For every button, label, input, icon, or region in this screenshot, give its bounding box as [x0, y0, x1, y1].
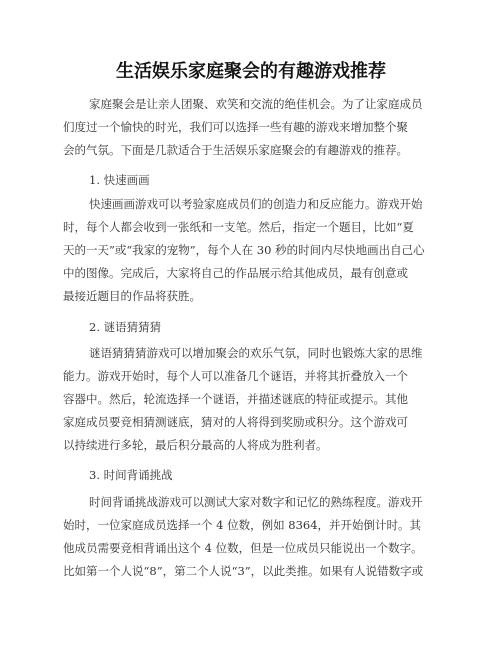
section-line: 以持续进行多轮，最后积分最高的人将成为胜利者。	[63, 438, 328, 452]
section-line: 时间背诵挑战游戏可以测试大家对数字和记忆的熟练程度。游戏开	[89, 495, 423, 509]
section-line: 时，每个人都会收到一张纸和一支笔。然后，指定一个题目，比如“夏	[63, 220, 414, 234]
intro-line: 会的气氛。下面是几款适合于生活娱乐家庭聚会的有趣游戏的推荐。	[63, 143, 408, 157]
section-line: 他成员需要竞相背诵出这个 4 位数，但是一位成员只能说出一个数字。	[63, 541, 423, 555]
section-line: 容器中。然后，轮流选择一个谜语，并描述谜底的特征或提示。其他	[63, 392, 408, 406]
section-heading: 3. 时间背诵挑战	[89, 468, 173, 482]
section-heading: 2. 谜语猜猜猜	[89, 320, 162, 334]
section-line: 比如第一个人说“8”，第二个人说“3”，以此类推。如果有人说错数字或	[63, 564, 424, 578]
section-line: 始时，一位家庭成员选择一个 4 位数，例如 8364，并开始倒计时。其	[63, 518, 422, 532]
document-title: 生活娱乐家庭聚会的有趣游戏推荐	[116, 61, 386, 82]
section-line: 最接近题目的作品将获胜。	[63, 289, 201, 303]
section-line: 家庭成员要竞相猜测谜底，猜对的人将得到奖励或积分。这个游戏可	[63, 415, 408, 429]
section-heading: 1. 快速画画	[89, 173, 150, 187]
section-line: 谜语猜猜猜游戏可以增加聚会的欢乐气氛，同时也锻炼大家的思维	[89, 346, 423, 360]
intro-line: 家庭聚会是让亲人团聚、欢笑和交流的绝佳机会。为了让家庭成员	[89, 97, 423, 111]
section-line: 天的一天”或“我家的宠物”，每个人在 30 秒的时间内尽快地画出自己心	[63, 243, 425, 257]
section-line: 快速画画游戏可以考验家庭成员们的创造力和反应能力。游戏开始	[89, 197, 423, 211]
intro-line: 们度过一个愉快的时光，我们可以选择一些有趣的游戏来增加整个聚	[63, 120, 408, 134]
section-line: 中的图像。完成后，大家将自己的作品展示给其他成员，最有创意或	[63, 266, 408, 280]
section-line: 能力。游戏开始时，每个人可以准备几个谜语，并将其折叠放入一个	[63, 369, 408, 383]
